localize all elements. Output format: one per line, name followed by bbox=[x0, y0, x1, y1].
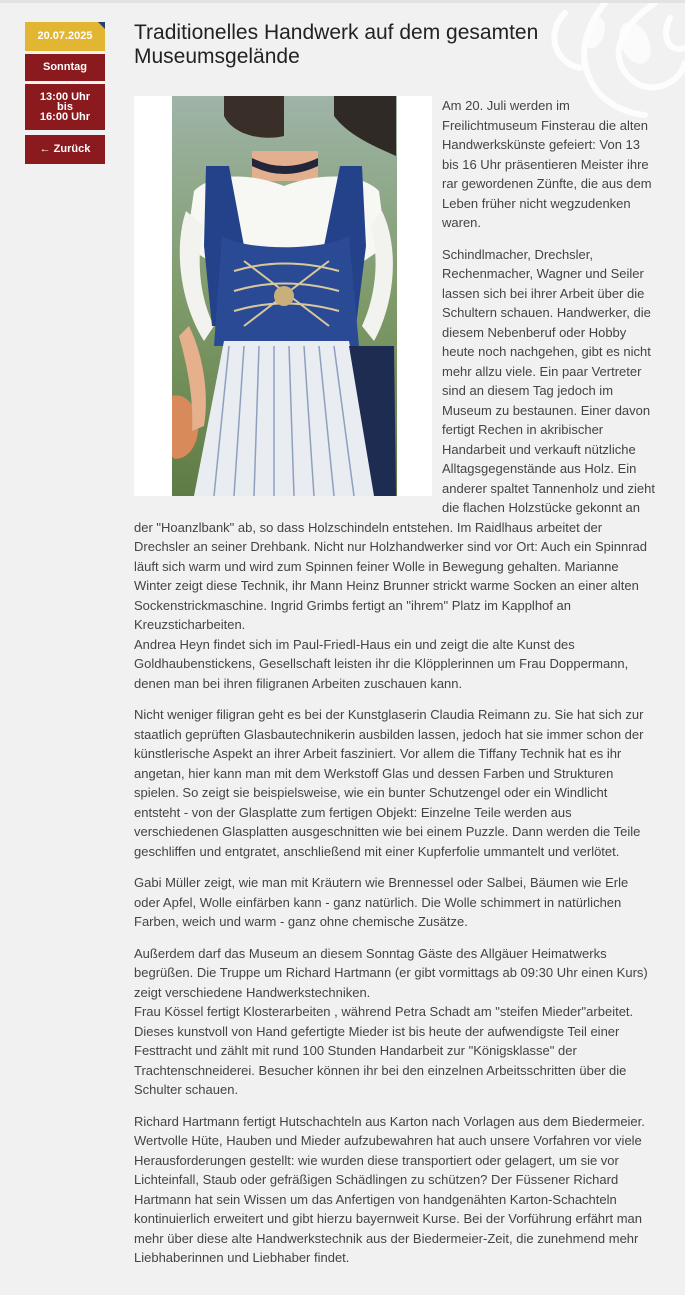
article-paragraph-2: Schindlmacher, Drechsler, Rechenmacher, Wagner und Seiler lassen sich bei ihrer Arbeit über die Schultern schauen. Handwerker, die diesem Nebenberuf oder Hobby heute noch nachgehen, gibt es nicht mehr allzu viele. Ein paar Vertreter sind an diesem Tag jedoch im Museum zu bestaunen. Einer davon fertigt Rechen in akribischer Handarbeit und verkauft nützliche Alltagsgegenstände aus Holz. Ein anderer spaltet Tannenholz und zieht die flachen Holzstücke gekonnt an der "Hoanzlbank" ab, so dass Holzschindeln entstehen. Im Raidlhaus arbeitet der Drechsler an seiner Drehbank. Nicht nur Holzhandwerker sind vor Ort: Auch ein Spinnrad läuft sich warm und wird zum Spinnen feiner Wolle in Bewegung gehalten. Marianne Winter zeigt diese Technik, ihr Mann Heinz Brunner strickt warme Socken an einer alten Sockenstrickmaschine. Ingrid Grimbs fertigt an "ihrem" Platz im Kapplhof an Kreuzsticharbeiten. bbox=[134, 246, 655, 632]
event-time bbox=[25, 84, 105, 130]
article-paragraph-5: Gabi Müller zeigt, wie man mit Kräutern wie Brennessel oder Salbei, Bäumen wie Erle oder Apfel, Wolle einfärben kann - ganz natürlich. Die Wolle schimmert in natürlichen Farben, weich und warm - ganz ohne chemische Zusätze. bbox=[134, 875, 629, 929]
event-day: Sonntag bbox=[25, 54, 105, 81]
event-date: 20.07.2025 bbox=[37, 30, 93, 42]
event-date-badge bbox=[25, 22, 105, 51]
article-paragraph-1: Am 20. Juli werden im Freilichtmuseum Finsterau die alten Handwerkskünste gefeiert: Von 13 bis 16 Uhr präsentieren Meister ihre rar gewordenen Zünfte, die aus dem Leben früher nicht wegzudenken waren. bbox=[442, 98, 652, 230]
article-paragraph-7: Frau Kössel fertigt Klosterarbeiten , während Petra Schadt am "steifen Mieder"arbeitet. Dieses kunstvoll von Hand gefertigte Mieder ist bis heute der aufwendigste Teil einer Festtracht und zählt mit rund 100 Stunden Handarbeit zur "Königsklasse" der Trachtenschneiderei. Besucher können ihr bei den einzelnen Arbeitsschritten über die Schulter schauen. bbox=[134, 1004, 634, 1097]
event-sidebar bbox=[25, 22, 105, 164]
event-time-start: 13:00 Uhr bbox=[39, 91, 91, 103]
article-title: Traditionelles Handwerk auf dem gesamten Museumsgelände bbox=[134, 21, 539, 68]
article bbox=[134, 21, 655, 1280]
badge-corner-icon bbox=[98, 22, 105, 29]
dirndl-photo bbox=[134, 96, 432, 496]
article-paragraph-3: Andrea Heyn findet sich im Paul-Friedl-Haus ein und zeigt die alte Kunst des Goldhaubenstickens, Gesellschaft leisten ihr die Klöpplerinnen um Frau Doppermann, denen man bei ihren filigranen Arbeiten zuschauen kann. bbox=[134, 636, 629, 691]
back-button[interactable]: ← Zurück bbox=[25, 135, 105, 164]
article-paragraph-6: Außerdem darf das Museum an diesem Sonntag Gäste des Allgäuer Heimatwerks begrüßen. Die Truppe um Richard Hartmann (er gibt vormittags ab 09:30 Uhr einen Kurs) zeigt verschiedene Handwerkstechniken. bbox=[134, 945, 648, 1000]
dirndl-photo-illustration bbox=[134, 96, 432, 496]
event-time-end: 16:00 Uhr bbox=[39, 111, 91, 123]
article-paragraph-8: Richard Hartmann fertigt Hutschachteln aus Karton nach Vorlagen aus dem Biedermeier. Wertvolle Hüte, Hauben und Mieder aufzubewahren hat auch unsere Vorfahren vor viele Herausforderungen gestellt: wie wurden diese transportiert oder gelagert, um sie vor Lichteinfall, Staub oder gefräßigen Schädlingen zu schützen? Der Füssener Richard Hartmann hat sein Wissen um das Anfertigen von handgenähten Karton-Schachteln kontinuierlich erweitert und gibt hierzu bayernweit Kurse. Bei der Vorführung erfährt man mehr über diese alte Handwerkstechnik aus der Biedermeier-Zeit, die zunehmend mehr Liebhaberinnen und Liebhaber findet. bbox=[134, 1113, 645, 1265]
event-time-separator: bis bbox=[57, 101, 73, 113]
article-paragraph-4: Nicht weniger filigran geht es bei der Kunstglaserin Claudia Reimann zu. Sie hat sich zur staatlich geprüften Glasbautechnikerin ausbilden lassen, jedoch hat sie immer schon der künstlerische Aspekt an ihrer Arbeit fasziniert. Vor allem die Tiffany Technik hat es ihr angetan, hier kann man mit dem Werkstoff Glas und dessen Farben und Strukturen spielen. So zeigt sie beispielsweise, wie ein bunter Schutzengel oder ein Windlicht entsteht - von der Glasplatte zum fertigen Objekt: Einzelne Teile werden aus verschiedenen Glasplatten ausgeschnitten wie bei einem Puzzle. Dann werden die Teile geschliffen und entgratet, anschließend mit einer Kupferfolie ummantelt und verlötet. bbox=[134, 707, 644, 859]
